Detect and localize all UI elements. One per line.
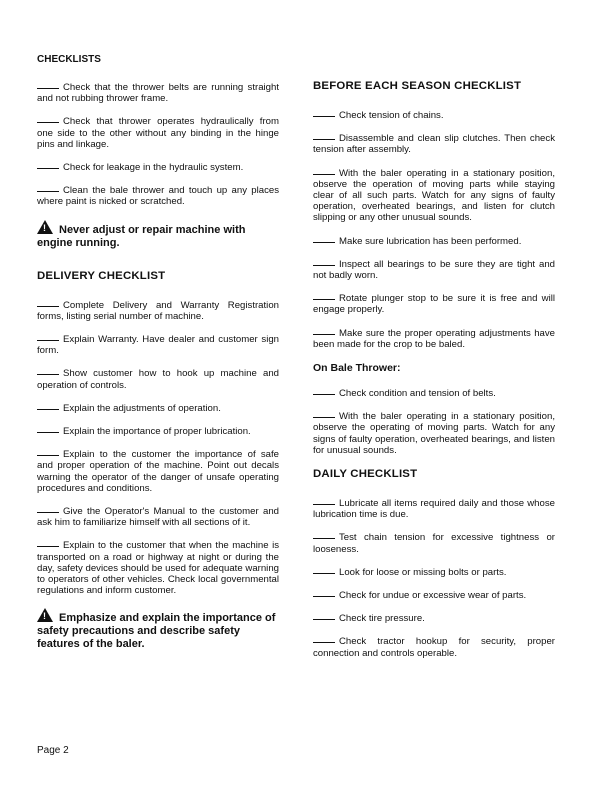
checkbox-line[interactable]: [37, 122, 59, 123]
checklist-item: [313, 293, 555, 315]
checklist-item: [37, 426, 279, 437]
checkbox-line[interactable]: [37, 409, 59, 410]
checkbox-line[interactable]: [37, 546, 59, 547]
item-text: Test chain tension for excessive tightness or looseness.: [313, 532, 555, 555]
checklist-item: [313, 236, 555, 247]
checkbox-line[interactable]: [313, 504, 335, 505]
warning-note: [37, 608, 279, 651]
checkbox-line[interactable]: [313, 265, 335, 266]
item-text: Rotate plunger stop to be sure it is free and will engage properly.: [313, 293, 555, 316]
checklist-item: [37, 334, 279, 356]
warning-note: [37, 220, 279, 250]
item-text: Show customer how to hook up machine and operation of controls.: [37, 368, 279, 391]
item-text: Check tire pressure.: [339, 613, 425, 625]
checkbox-line[interactable]: [313, 642, 335, 643]
checklist-item: [313, 168, 555, 224]
warning-text: Never adjust or repair machine with engine running.: [37, 223, 246, 249]
checklist-item: [313, 388, 555, 399]
checklist-item: [313, 636, 555, 658]
checkbox-line[interactable]: [313, 394, 335, 395]
page-number: Page 2: [37, 745, 69, 756]
checkbox-line[interactable]: [313, 619, 335, 620]
checkbox-line[interactable]: [313, 139, 335, 140]
checkbox-line[interactable]: [313, 242, 335, 243]
checklist-item: [313, 532, 555, 554]
checkbox-line[interactable]: [37, 432, 59, 433]
warning-icon: !: [37, 608, 53, 622]
checkbox-line[interactable]: [37, 306, 59, 307]
checklist-item: [313, 567, 555, 578]
item-text: Check tractor hookup for security, proper connection and controls operable.: [313, 636, 555, 659]
page-title: CHECKLISTS: [37, 54, 101, 65]
right-column: [313, 80, 555, 671]
item-text: Check for undue or excessive wear of parts.: [339, 590, 527, 602]
section-title: DELIVERY CHECKLIST: [37, 269, 166, 282]
checklist-item: [37, 540, 279, 596]
item-text: Check tension of chains.: [339, 110, 444, 121]
item-text: Explain to the customer that when the machine is transported on a road or highway at night or during the day, safety devices should be used for adequate warning to operators of other vehicles. Check local governmental regulations and inform customer.: [37, 540, 279, 597]
checkbox-line[interactable]: [37, 168, 59, 169]
checklist-item: [313, 411, 555, 456]
item-text: Explain Warranty. Have dealer and customer sign form.: [37, 334, 279, 357]
warning-icon: !: [37, 220, 53, 234]
checkbox-line[interactable]: [37, 374, 59, 375]
checkbox-line[interactable]: [37, 191, 59, 192]
item-text: Check that the thrower belts are running straight and not rubbing thrower frame.: [37, 82, 279, 105]
checkbox-line[interactable]: [313, 538, 335, 539]
checklist-item: [313, 133, 555, 155]
item-text: Explain the importance of proper lubrication.: [63, 426, 251, 438]
checklist-item: [313, 328, 555, 350]
checkbox-line[interactable]: [37, 455, 59, 456]
checklist-item: [37, 116, 279, 150]
checkbox-line[interactable]: [313, 596, 335, 597]
checklist-item: [37, 162, 279, 173]
checkbox-line[interactable]: [37, 512, 59, 513]
checklist-item: [313, 110, 555, 121]
checklist-item: [313, 590, 555, 601]
checklist-item: [37, 368, 279, 390]
item-text: With the baler operating in a stationary position, observe the operation of moving parts while staying clear of all such parts. Watch for any signs of faulty operation, overheated bearings, and listen for clutch slipping or any other unusual sounds.: [313, 167, 555, 224]
checklist-item: [37, 403, 279, 414]
checkbox-line[interactable]: [37, 340, 59, 341]
item-text: Explain the adjustments of operation.: [63, 402, 221, 414]
item-text: Check for leakage in the hydraulic system.: [63, 162, 244, 174]
warning-text: Emphasize and explain the importance of safety precautions and describe safety features of the baler.: [37, 612, 276, 651]
item-text: Look for loose or missing bolts or parts.: [339, 566, 507, 578]
item-text: With the baler operating in a stationary position, observe the operating of moving parts. Watch for any signs of faulty operation, overheated bearings, and listen for unusual sounds.: [313, 411, 555, 456]
checklist-item: [37, 449, 279, 494]
item-text: Lubricate all items required daily and those whose lubrication time is due.: [313, 498, 555, 521]
checklist-item: [37, 300, 279, 322]
item-text: Explain to the customer the importance of safe and proper operation of the machine. Point out decals warning the operator of the danger of unsafe operating procedures and conditions.: [37, 449, 279, 494]
checkbox-line[interactable]: [37, 88, 59, 89]
checkbox-line[interactable]: [313, 573, 335, 574]
item-text: Disassemble and clean slip clutches. Then check tension after assembly.: [313, 133, 555, 156]
checklist-item: [37, 82, 279, 104]
subsection-title: On Bale Thrower:: [313, 362, 401, 375]
item-text: Clean the bale thrower and touch up any places where paint is nicked or scratched.: [37, 185, 279, 208]
section-title: DAILY CHECKLIST: [313, 468, 418, 481]
checklist-item: [37, 506, 279, 528]
item-text: Complete Delivery and Warranty Registration forms, listing serial number of machine.: [37, 299, 279, 322]
item-text: Check that thrower operates hydraulically from one side to the other without any binding in the hinge pins and linkage.: [37, 116, 279, 150]
item-text: Make sure lubrication has been performed.: [339, 235, 522, 247]
checklist-item: [313, 613, 555, 624]
item-text: Inspect all bearings to be sure they are tight and not badly worn.: [313, 258, 555, 282]
checklist-item: [313, 259, 555, 281]
item-text: Check condition and tension of belts.: [339, 388, 496, 400]
checkbox-line[interactable]: [313, 174, 335, 175]
checkbox-line[interactable]: [313, 116, 335, 117]
left-column: [37, 82, 279, 671]
checkbox-line[interactable]: [313, 299, 335, 300]
checklist-item: [37, 185, 279, 207]
item-text: Give the Operator's Manual to the customer and ask him to familiarize himself with all sections of it.: [37, 506, 279, 529]
checkbox-line[interactable]: [313, 334, 335, 335]
checkbox-line[interactable]: [313, 417, 335, 418]
item-text: Make sure the proper operating adjustments have been made for the crop to be baled.: [313, 327, 555, 350]
checklist-item: [313, 498, 555, 520]
section-title: BEFORE EACH SEASON CHECKLIST: [313, 80, 522, 92]
